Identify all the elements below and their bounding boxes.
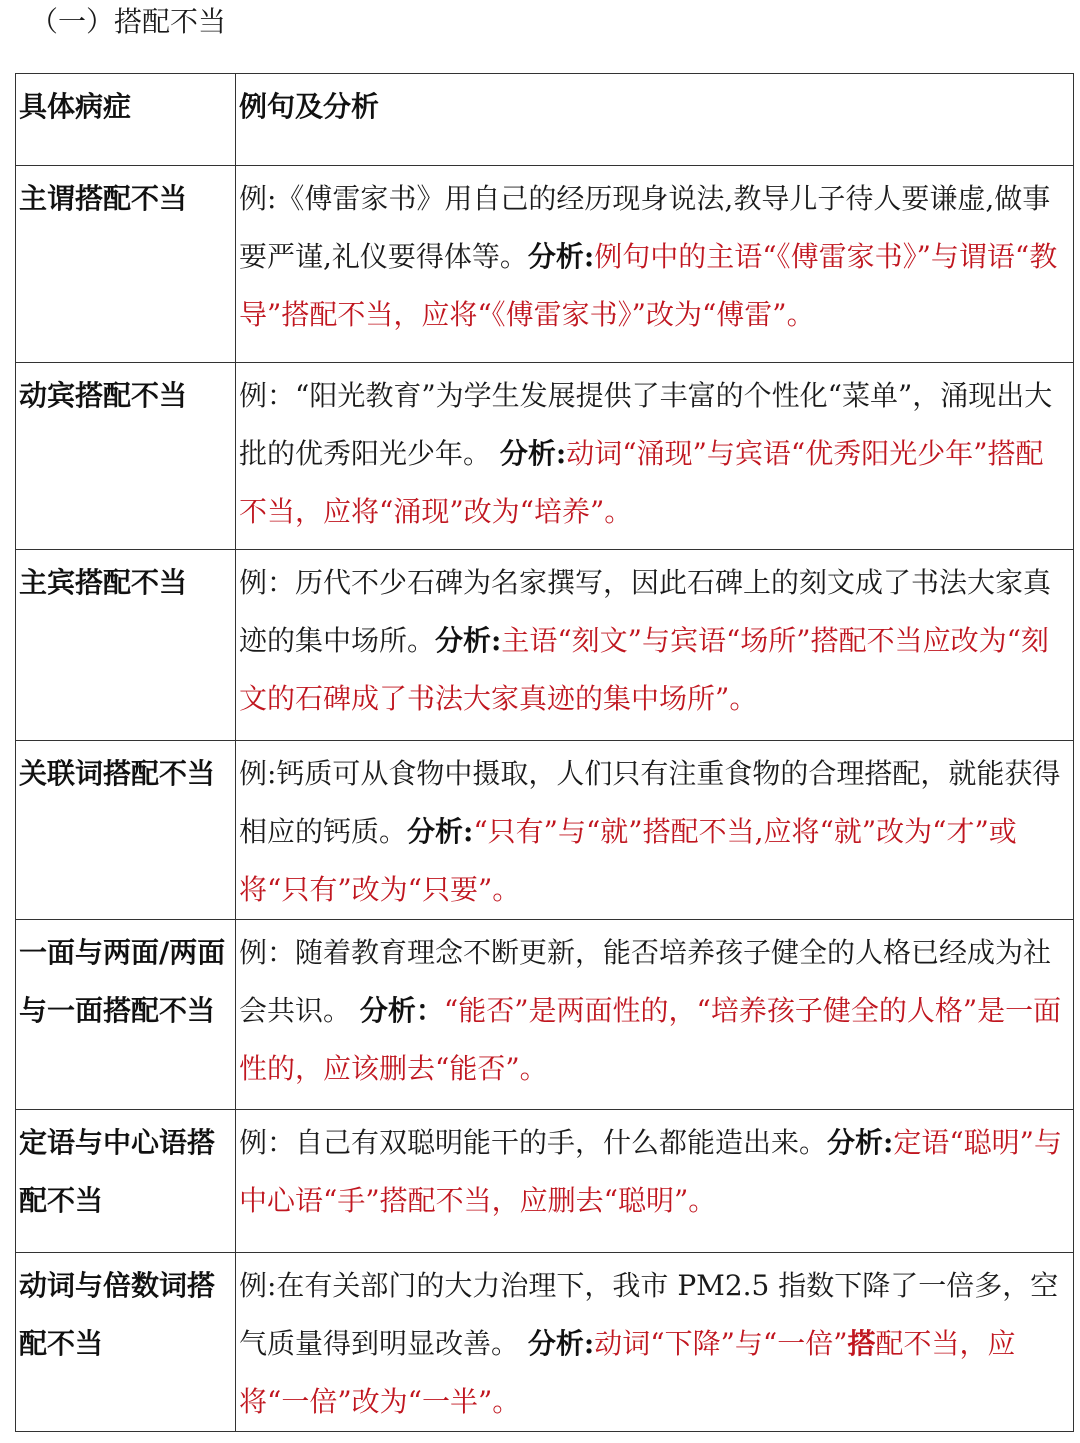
row-category: 主宾搭配不当 xyxy=(16,550,236,741)
analysis-label: 分析: xyxy=(499,437,567,470)
analysis-label: 分析: xyxy=(435,624,502,657)
example-text: 例：随着教育理念不断更新，能否培养孩子健全的人格已经成为社会共识。 xyxy=(239,936,1052,1027)
example-text: 例:在有关部门的大力治理下，我市 PM2.5 指数下降了一倍多，空气质量得到明显改善。 xyxy=(239,1269,1059,1360)
table-row xyxy=(16,550,1074,741)
example-text: 例：自己有双聪明能干的手，什么都能造出来。 xyxy=(239,1126,828,1159)
example-text: 例：历代不少石碑为名家撰写，因此石碑上的刻文成了书法大家真迹的集中场所。 xyxy=(239,566,1052,657)
analysis-text: 例句中的主语“《傅雷家书》”与谓语“教导”搭配不当，应将“《傅雷家书》”改为“傅雷”。 xyxy=(239,240,1058,331)
table-row xyxy=(16,1253,1074,1432)
row-content xyxy=(236,1253,1074,1432)
analysis-label: 分析: xyxy=(527,1327,595,1360)
table-row xyxy=(16,920,1074,1110)
analysis-text-end: 配不当，应将“一倍”改为“一半”。 xyxy=(239,1327,1016,1418)
example-text: 例:钙质可从食物中摄取，人们只有注重食物的合理搭配，就能获得相应的钙质。 xyxy=(239,757,1061,848)
table-row xyxy=(16,363,1074,550)
row-content xyxy=(236,741,1074,920)
row-content xyxy=(236,166,1074,363)
row-category: 动宾搭配不当 xyxy=(16,363,236,550)
analysis-label: 分析： xyxy=(359,994,444,1027)
analysis-text-bold-char: 搭 xyxy=(847,1327,876,1360)
table-row xyxy=(16,741,1074,920)
section-heading: （一）搭配不当 xyxy=(30,5,227,38)
header-example-analysis: 例句及分析 xyxy=(236,74,1074,166)
row-content xyxy=(236,363,1074,550)
table-header-row xyxy=(16,74,1074,166)
example-text: 例：“阳光教育”为学生发展提供了丰富的个性化“菜单”，涌现出大批的优秀阳光少年。 xyxy=(239,379,1053,470)
row-content xyxy=(236,1110,1074,1253)
syntax-error-table xyxy=(15,73,1074,1432)
row-category: 主谓搭配不当 xyxy=(16,166,236,363)
row-category: 动词与倍数词搭配不当 xyxy=(16,1253,236,1432)
analysis-label: 分析: xyxy=(407,815,474,848)
table-row xyxy=(16,166,1074,363)
header-symptom: 具体病症 xyxy=(16,74,236,166)
row-content xyxy=(236,550,1074,741)
row-category: 一面与两面/两面与一面搭配不当 xyxy=(16,920,236,1110)
analysis-text: “能否”是两面性的，“培养孩子健全的人格”是一面性的，应该删去“能否”。 xyxy=(239,994,1062,1085)
analysis-text-start: 动词“下降”与“一倍” xyxy=(594,1327,848,1360)
analysis-text: 主语“刻文”与宾语“场所”搭配不当应改为“刻文的石碑成了书法大家真迹的集中场所”。 xyxy=(239,624,1049,715)
row-category: 关联词搭配不当 xyxy=(16,741,236,920)
analysis-text: 定语“聪明”与中心语“手”搭配不当，应删去“聪明”。 xyxy=(239,1126,1062,1217)
analysis-text: 动词“涌现”与宾语“优秀阳光少年”搭配不当，应将“涌现”改为“培养”。 xyxy=(239,437,1044,528)
analysis-label: 分析: xyxy=(827,1126,894,1159)
row-content xyxy=(236,920,1074,1110)
table-row xyxy=(16,1110,1074,1253)
row-category: 定语与中心语搭配不当 xyxy=(16,1110,236,1253)
example-text: 例:《傅雷家书》用自己的经历现身说法,教导儿子待人要谦虚,做事要严谨,礼仪要得体等。 xyxy=(239,182,1051,273)
analysis-text: “只有”与“就”搭配不当,应将“就”改为“才”或将“只有”改为“只要”。 xyxy=(239,815,1017,906)
analysis-label: 分析: xyxy=(527,240,595,273)
